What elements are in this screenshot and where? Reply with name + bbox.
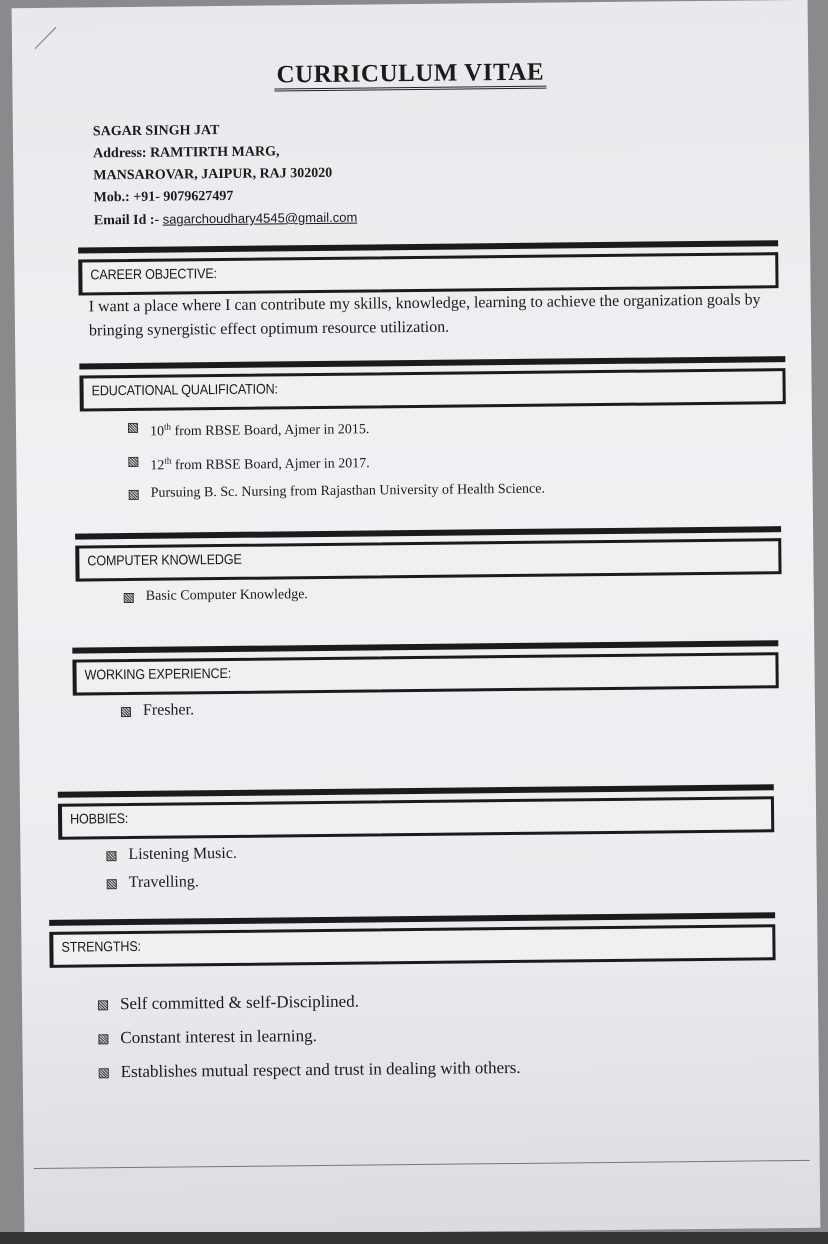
section-banner (72, 640, 778, 691)
section-heading: WORKING EXPERIENCE: (84, 664, 232, 683)
strengths-list (50, 980, 777, 1090)
email-label: Email Id :- (93, 212, 163, 229)
section-banner (79, 356, 785, 407)
section-banner (78, 240, 778, 291)
list-item: Travelling. (107, 862, 775, 897)
banner-box (58, 796, 774, 839)
list-item: Pursuing B. Sc. Nursing from Rajasthan University of Health Science. (129, 473, 787, 508)
banner-rule (58, 784, 774, 797)
page-fold (13, 6, 56, 49)
footer-rule (34, 1160, 810, 1169)
section-heading: CAREER OBJECTIVE: (90, 265, 217, 283)
section-working-experience (72, 640, 779, 725)
list-item: Self committed & self-Disciplined. (98, 980, 776, 1021)
list-item: Establishes mutual respect and trust in dealing with others. (99, 1048, 777, 1089)
section-banner (49, 912, 775, 964)
section-banner (75, 526, 781, 577)
address-line-1: Address: RAMTIRTH MARG, (93, 144, 280, 162)
section-heading: EDUCATIONAL QUALIFICATION: (91, 380, 278, 399)
address-line-2: MANSAROVAR, JAIPUR, RAJ 302020 (93, 165, 333, 184)
list-item: Fresher. (121, 690, 779, 725)
list-item: Basic Computer Knowledge. (124, 576, 782, 611)
banner-rule (78, 240, 778, 253)
education-list (80, 406, 787, 509)
list-item: 10th from RBSE Board, Ajmer in 2015. (128, 406, 786, 447)
banner-rule (49, 912, 775, 926)
computer-list (76, 576, 782, 611)
banner-rule (72, 640, 778, 653)
list-item: Constant interest in learning. (98, 1014, 776, 1055)
banner-rule (79, 356, 785, 369)
section-career-objective (78, 240, 779, 343)
contact-block (93, 119, 358, 233)
banner-rule (75, 526, 781, 539)
section-banner (58, 784, 774, 835)
document-title: CURRICULUM VITAE (12, 56, 808, 92)
email-row (94, 207, 358, 233)
email-address: sagarchoudhary4545@gmail.com (162, 209, 358, 227)
list-item: Listening Music. (106, 834, 774, 869)
mobile-number: Mob.: +91- 9079627497 (93, 188, 234, 206)
hobbies-list (58, 834, 775, 897)
section-strengths (49, 912, 777, 1090)
section-education (79, 356, 786, 509)
section-heading: COMPUTER KNOWLEDGE (87, 550, 242, 569)
resume-page (12, 0, 821, 1236)
section-heading: STRENGTHS: (61, 937, 141, 955)
experience-list (73, 690, 779, 725)
list-item: 12th from RBSE Board, Ajmer in 2017. (128, 440, 786, 481)
section-heading: HOBBIES: (69, 810, 129, 827)
career-objective-text: I want a place where I can contribute my skills, knowledge, learning to achieve the organization goals by bringing synergistic effect optimum resource utilization. (88, 291, 761, 340)
photo-bottom-edge (0, 1232, 828, 1244)
banner-box (49, 924, 775, 968)
applicant-name: SAGAR SINGH JAT (92, 123, 220, 140)
section-hobbies (58, 784, 775, 897)
section-computer-knowledge (75, 526, 782, 611)
